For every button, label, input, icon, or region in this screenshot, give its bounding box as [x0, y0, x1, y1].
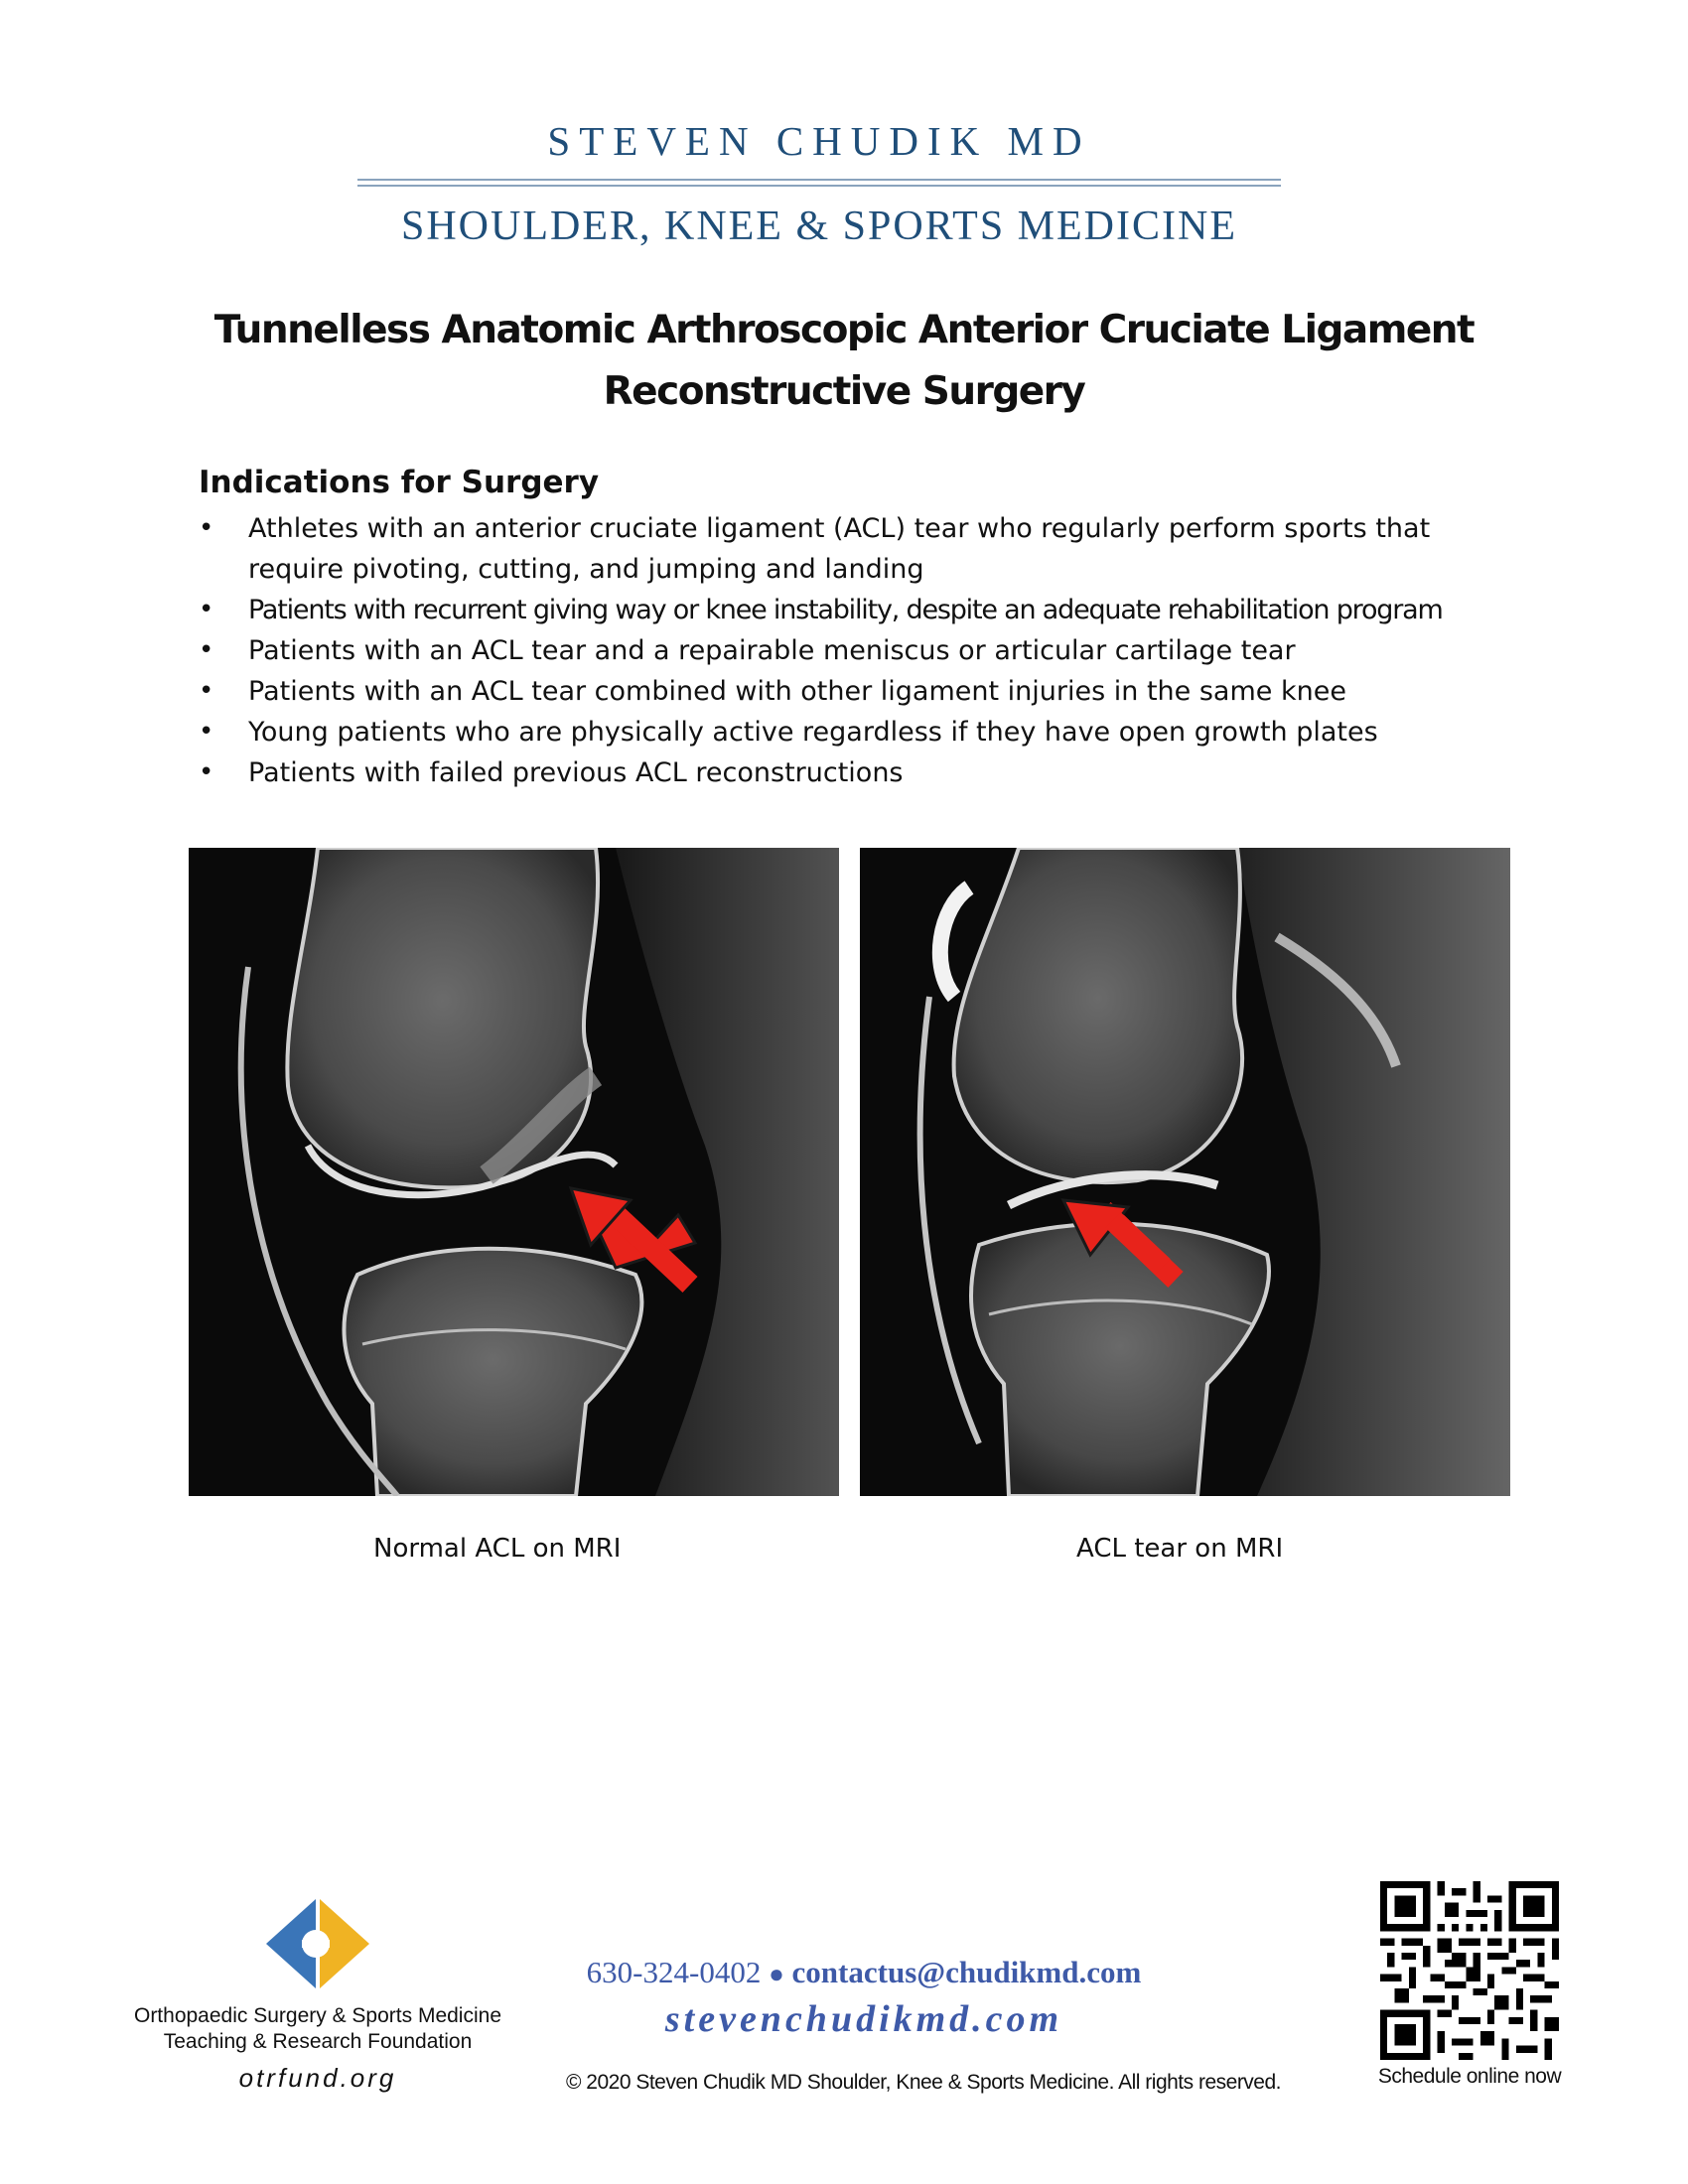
bullet-dot-icon: ●	[769, 1960, 784, 1988]
foundation-logo-icon	[258, 1894, 377, 1993]
copyright-notice: © 2020 Steven Chudik MD Shoulder, Knee & Sports Medicine. All rights reserved.	[565, 2071, 1282, 2094]
list-item: • Patients with an ACL tear and a repairable meniscus or articular cartilage tear	[199, 630, 1489, 671]
qr-code-icon[interactable]	[1380, 1881, 1559, 2060]
caption-normal-acl: Normal ACL on MRI	[373, 1534, 622, 1564]
mri-tear-graphic	[860, 848, 1510, 1496]
foundation-name-line-2: Teaching & Research Foundation	[163, 2030, 473, 2053]
letterhead	[357, 117, 1281, 250]
practice-subtitle: SHOULDER, KNEE & SPORTS MEDICINE	[400, 204, 1237, 249]
foundation-block	[119, 1894, 516, 2094]
list-item: • Young patients who are physically active regardless if they have open growth plates	[199, 712, 1489, 752]
contact-line	[556, 1952, 1172, 1995]
foundation-website[interactable]: otrfund.org	[238, 2063, 397, 2093]
foundation-name-line-1: Orthopaedic Surgery & Sports Medicine	[133, 2004, 501, 2027]
list-item: • Athletes with an anterior cruciate ligament (ACL) tear who regularly perform sports that require pivoting, cutting, and jumping and landing	[199, 508, 1489, 590]
mri-image-acl-tear	[860, 848, 1510, 1496]
letterhead-rule	[357, 179, 1281, 187]
list-item: • Patients with an ACL tear combined with other ligament injuries in the same knee	[199, 671, 1489, 712]
title-line-2: Reconstructive Surgery	[603, 369, 1085, 414]
email-link[interactable]: contactus@chudikmd.com	[791, 1955, 1142, 1989]
website-link[interactable]: stevenchudikmd.com	[664, 1998, 1063, 2040]
contact-block	[556, 1952, 1172, 2043]
indications-list	[199, 508, 1489, 793]
document-title	[189, 300, 1499, 423]
mri-image-normal-acl	[189, 848, 839, 1496]
list-item: • Patients with failed previous ACL reconstructions	[199, 752, 1489, 793]
indications-heading: Indications for Surgery	[199, 465, 600, 500]
title-line-1: Tunnelless Anatomic Arthroscopic Anterior Cruciate Ligament	[213, 308, 1475, 352]
caption-acl-tear: ACL tear on MRI	[1076, 1534, 1284, 1564]
phone-number[interactable]: 630-324-0402	[586, 1955, 762, 1989]
practice-name: STEVEN CHUDIK MD	[547, 118, 1091, 164]
mri-normal-graphic	[189, 848, 839, 1496]
list-item: • Patients with recurrent giving way or knee instability, despite an adequate rehabilitation program	[199, 590, 1489, 630]
qr-caption: Schedule online now	[1377, 2065, 1562, 2088]
